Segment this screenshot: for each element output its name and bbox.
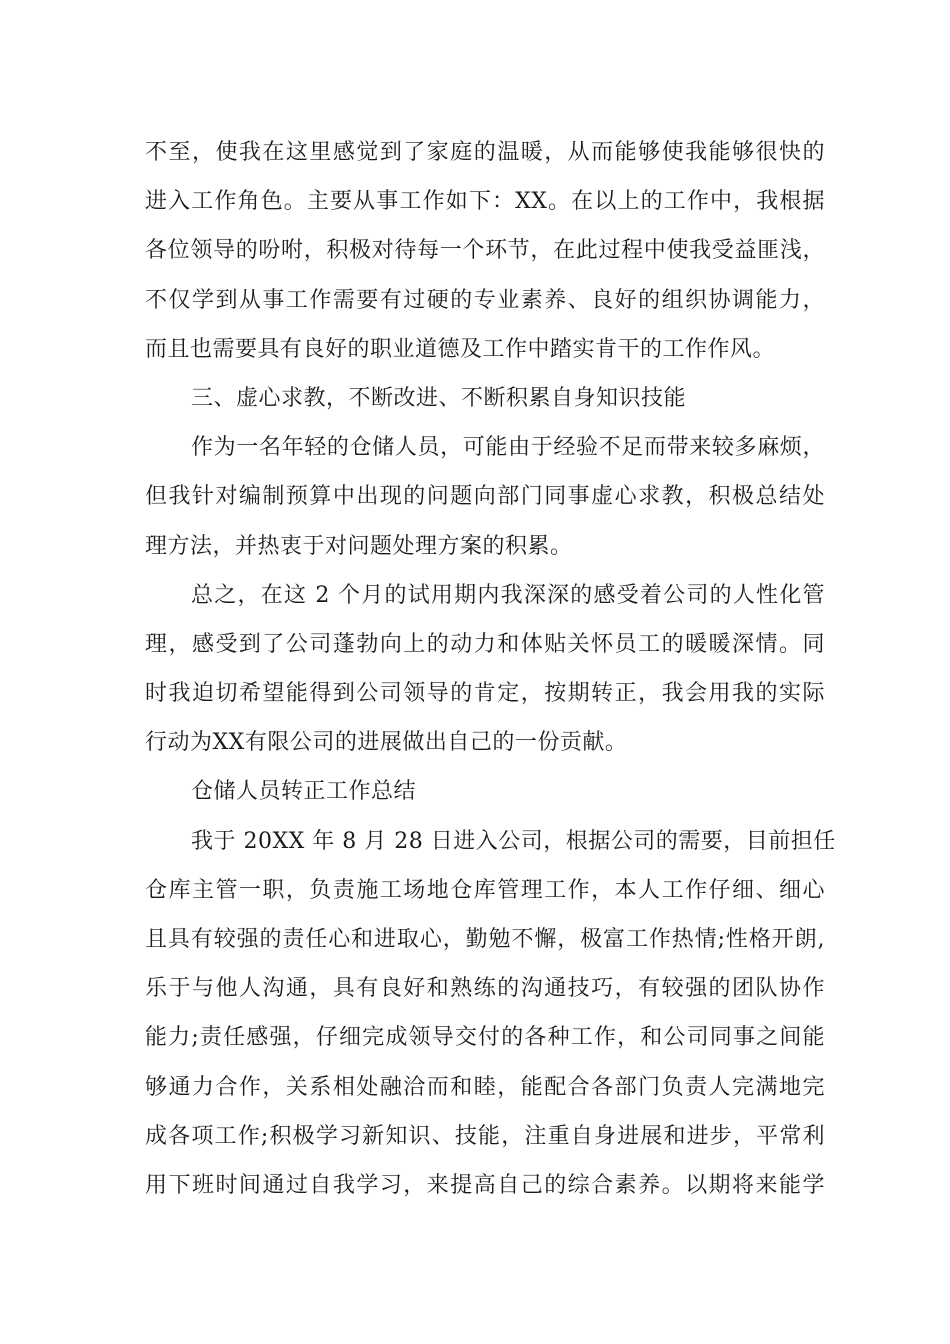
text-line: 但我针对编制预算中出现的问题向部门同事虚心求教，积极总结处 [145, 484, 825, 510]
text-line: 能力;责任感强，仔细完成领导交付的各种工作，和公司同事之间能 [145, 1025, 825, 1051]
document-body [145, 128, 836, 1210]
text-line: 时我迫切希望能得到公司领导的肯定，按期转正，我会用我的实际 [145, 681, 825, 707]
text-line: 而且也需要具有良好的职业道德及工作中踏实肯干的工作作风。 [145, 336, 776, 362]
text-line: 仓库主管一职，负责施工场地仓库管理工作，本人工作仔细、细心 [145, 877, 825, 903]
text-line: 理方法，并热衷于对问题处理方案的积累。 [145, 533, 573, 559]
text-line: 用下班时间通过自我学习，来提高自己的综合素养。以期将来能学 [145, 1172, 825, 1198]
text-line: 理，感受到了公司蓬勃向上的动力和体贴关怀员工的暖暖深情。同 [145, 631, 825, 657]
text-line: 进入工作角色。主要从事工作如下：XX。在以上的工作中，我根据 [145, 189, 825, 215]
text-line: 我于 20XX 年 8 月 28 日进入公司，根据公司的需要，目前担任 [191, 828, 836, 854]
text-line: 行动为XX有限公司的进展做出自己的一份贡献。 [145, 730, 628, 756]
text-line: 各位领导的吩咐，积极对待每一个环节，在此过程中使我受益匪浅， [145, 238, 825, 264]
text-line: 总之，在这 2 个月的试用期内我深深的感受着公司的人性化管 [191, 582, 825, 608]
section-title: 仓储人员转正工作总结 [191, 779, 417, 805]
text-line: 够通力合作，关系相处融洽而和睦，能配合各部门负责人完满地完 [145, 1074, 825, 1100]
text-line: 不至，使我在这里感觉到了家庭的温暖，从而能够使我能够很快的 [145, 140, 825, 165]
text-line: 作为一名年轻的仓储人员，可能由于经验不足而带来较多麻烦， [191, 435, 825, 461]
section-heading: 三、虚心求教，不断改进、不断积累自身知识技能 [191, 385, 687, 411]
text-line: 不仅学到从事工作需要有过硬的专业素养、良好的组织协调能力， [145, 287, 825, 313]
text-line: 乐于与他人沟通，具有良好和熟练的沟通技巧，有较强的团队协作 [145, 976, 825, 1002]
text-line: 成各项工作;积极学习新知识、技能，注重自身进展和进步，平常利 [145, 1123, 825, 1149]
text-line: 且具有较强的责任心和进取心，勤勉不懈，极富工作热情;性格开朗, [145, 927, 825, 952]
